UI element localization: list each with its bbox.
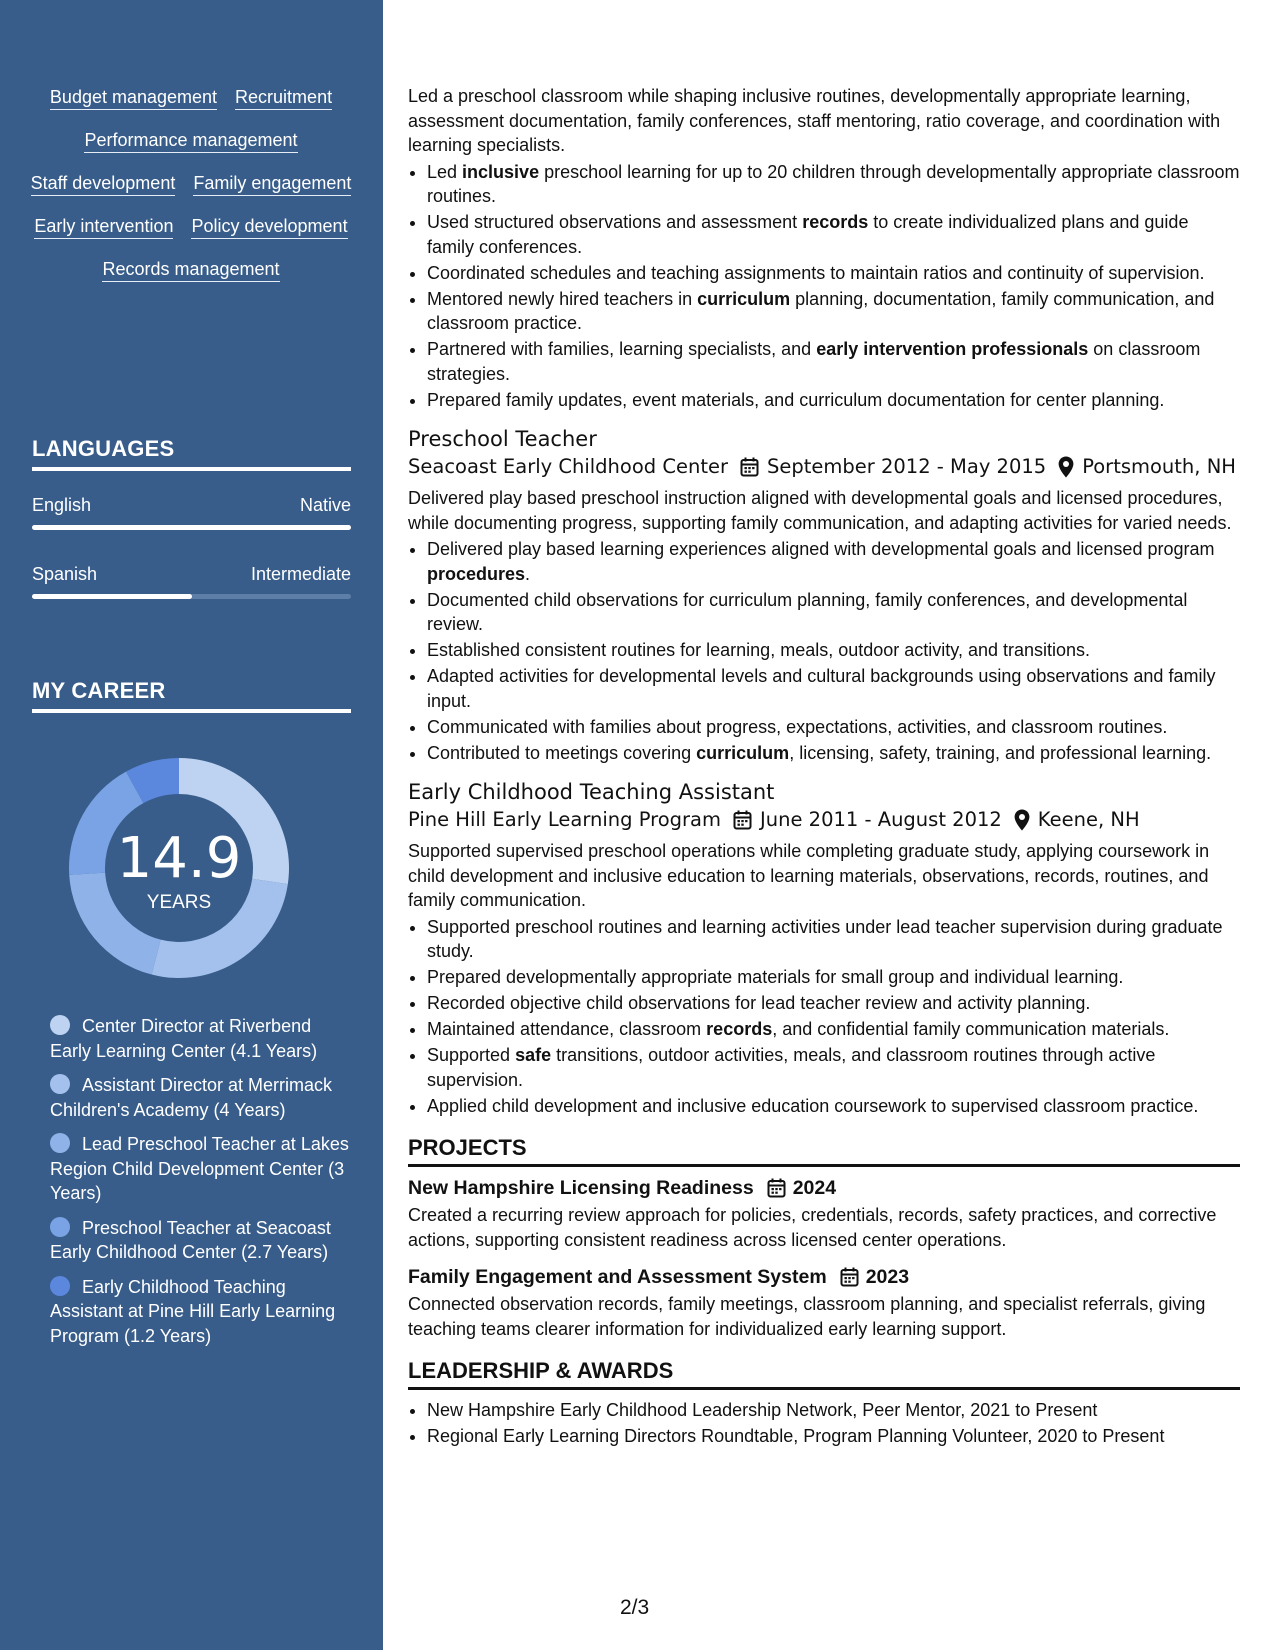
job-dates: June 2011 - August 2012 [760, 808, 1002, 831]
bullet-text: Prepared developmentally appropriate materials for small group and individual learning. [427, 967, 1124, 987]
bullet-text: Partnered with families, learning specialists, and [427, 339, 817, 359]
calendar-icon [740, 457, 759, 477]
language-level: Native [299, 495, 351, 515]
bullet-text: Maintained attendance, classroom [427, 1019, 707, 1039]
skill-tag: Family engagement [193, 172, 351, 196]
language-proficiency-fill [32, 525, 351, 530]
bullet-item [427, 261, 1240, 286]
bullet-keyword: records [706, 1019, 773, 1039]
bullet-text: . [525, 563, 531, 584]
bullet-text: Established consistent routines for learning, meals, outdoor activity, and transitions. [427, 640, 1091, 660]
bullet-text: Communicated with families about progress, expectations, activities, and classroom routines. [427, 716, 1168, 737]
bullet-item [427, 287, 1240, 336]
bullet-text: Adapted activities for developmental levels and cultural backgrounds using observations and family input. [427, 666, 1216, 711]
skill-tag: Performance management [84, 129, 297, 153]
bullet-item [427, 1043, 1240, 1092]
project-description: Connected observation records, family meetings, classroom planning, and specialist referrals, giving teaching teams clearer information for individualized early learning support. [408, 1294, 1206, 1339]
bullet-item [427, 965, 1240, 990]
bullet-text: to create individualized plans and guide family conferences. [427, 212, 1189, 257]
award-item: • Regional Early Learning Directors Roundtable, Program Planning Volunteer, 2020 to Present [427, 1424, 1240, 1449]
bullet-text: , licensing, safety, training, and professional learning. [789, 742, 1212, 763]
legend-dot-icon [50, 1276, 70, 1296]
bullet-text: Mentored newly hired teachers in [427, 288, 698, 309]
job-summary: Delivered play based preschool instruction aligned with developmental goals and licensed procedures, while documenting progress, supporting family communication, and adapting activities for varied needs. [408, 488, 1232, 533]
job-bullets [408, 537, 1240, 765]
language-proficiency-fill [32, 594, 192, 599]
job-title: Preschool Teacher [408, 427, 597, 451]
career-legend-text: Preschool Teacher at Seacoast Early Childhood Center (2.7 Years) [50, 1217, 331, 1262]
skill-tag: Recruitment [235, 86, 332, 110]
calendar-icon [733, 810, 752, 830]
bullet-text: Used structured observations and assessment [427, 212, 803, 232]
role-summary: Led a preschool classroom while shaping inclusive routines, developmentally appropriate learning, assessment documentation, family conferences, staff mentoring, ratio coverage, and coordination with learning specialists. [408, 86, 1221, 155]
bullet-keyword: safe [515, 1045, 552, 1065]
awards-list [408, 1398, 1240, 1449]
bullet-text: Prepared family updates, event materials, and curriculum documentation for center planning. [427, 389, 1165, 410]
job-location: Portsmouth, NH [1082, 455, 1236, 478]
bullet-text: Recorded objective child observations for lead teacher review and activity planning. [427, 993, 1091, 1013]
skills-list [16, 86, 366, 282]
bullet-text: transitions, outdoor activities, meals, and classroom routines through active supervision. [427, 1045, 1156, 1090]
bullet-item [427, 388, 1240, 413]
project-year: 2023 [865, 1266, 910, 1288]
language-level: Intermediate [250, 564, 351, 584]
bullet-text: Contributed to meetings covering [427, 742, 697, 763]
bullet-text: on classroom strategies. [427, 339, 1201, 384]
bullet-keyword: procedures [427, 563, 526, 584]
bullet-item [427, 210, 1240, 259]
calendar-icon [840, 1267, 859, 1287]
job-dates: September 2012 - May 2015 [767, 455, 1047, 478]
language-proficiency-bar [32, 594, 351, 599]
job-company: Pine Hill Early Learning Program [408, 808, 721, 831]
bullet-text: Coordinated schedules and teaching assignments to maintain ratios and continuity of supervision. [427, 262, 1205, 283]
language-row [32, 494, 351, 516]
legend-dot-icon [50, 1217, 70, 1237]
bullet-item [427, 160, 1240, 209]
bullet-text: planning, documentation, family communication, and classroom practice. [427, 288, 1215, 333]
job-bullets [408, 915, 1240, 1119]
bullet-text: preschool learning for up to 20 children through developmentally appropriate classroom routines. [427, 161, 1240, 206]
calendar-icon [767, 1178, 786, 1198]
career-donut-chart [66, 755, 292, 981]
bullet-keyword: curriculum [697, 288, 791, 309]
bullet-item [427, 741, 1240, 766]
bullet-keyword: curriculum [696, 742, 790, 763]
legend-dot-icon [50, 1015, 70, 1035]
project-year: 2024 [792, 1177, 837, 1199]
career-legend-text: Early Childhood Teaching Assistant at Pine Hill Early Learning Program (1.2 Years) [50, 1276, 336, 1346]
language-proficiency-bar [32, 525, 351, 530]
bullet-item [427, 915, 1240, 964]
bullet-item [427, 1017, 1240, 1042]
bullet-keyword: records [802, 212, 869, 232]
project-title: New Hampshire Licensing Readiness [408, 1177, 754, 1199]
bullet-keyword: inclusive [462, 161, 540, 182]
role-bullets [408, 160, 1240, 413]
job-location: Keene, NH [1037, 808, 1140, 831]
bullet-text: , and confidential family communication materials. [772, 1019, 1170, 1039]
language-name: English [32, 495, 92, 515]
career-legend-item [50, 1014, 350, 1063]
bullet-text: Applied child development and inclusive education coursework to supervised classroom practice. [427, 1095, 1199, 1116]
project-description: Created a recurring review approach for policies, credentials, records, safety practices, and corrective actions, supporting consistent readiness across licensed center operations. [408, 1205, 1217, 1250]
skill-tag: Budget management [50, 86, 217, 110]
career-legend-item [50, 1073, 350, 1122]
language-name: Spanish [32, 564, 98, 584]
job-summary: Supported supervised preschool operations while completing graduate study, applying coursework in child development and inclusive education to learning materials, observations, records, routines, and family communication. [408, 841, 1210, 910]
map-pin-icon [1014, 809, 1030, 831]
bullet-item [427, 588, 1240, 637]
page-number: 2/3 [620, 1596, 650, 1619]
map-pin-icon [1058, 456, 1074, 478]
sidebar [0, 0, 383, 1650]
projects-heading: PROJECTS [408, 1134, 1240, 1167]
career-legend-item [50, 1275, 350, 1349]
career-total-years: 14.9 [116, 826, 242, 891]
skill-tag: Policy development [191, 215, 347, 239]
job-title: Early Childhood Teaching Assistant [408, 780, 775, 804]
career-legend-item [50, 1132, 350, 1206]
award-item: • New Hampshire Early Childhood Leadership Network, Peer Mentor, 2021 to Present [427, 1398, 1240, 1423]
career-legend-item [50, 1216, 350, 1265]
legend-dot-icon [50, 1074, 70, 1094]
career-legend-text: Assistant Director at Merrimack Children's Academy (4 Years) [50, 1075, 333, 1120]
project-title: Family Engagement and Assessment System [408, 1266, 827, 1288]
career-heading: MY CAREER [32, 678, 351, 713]
project-title-row [408, 1264, 1240, 1290]
career-legend-text: Center Director at Riverbend Early Learning Center (4.1 Years) [50, 1016, 318, 1061]
bullet-item [427, 537, 1240, 586]
career-legend-text: Lead Preschool Teacher at Lakes Region Child Development Center (3 Years) [50, 1134, 349, 1203]
career-total-unit: YEARS [146, 892, 212, 913]
bullet-keyword: early intervention professionals [816, 339, 1089, 359]
bullet-text: Led [427, 161, 463, 182]
project-title-row [408, 1175, 1240, 1201]
bullet-item [427, 638, 1240, 663]
job-company: Seacoast Early Childhood Center [408, 455, 728, 478]
job-meta [408, 806, 1240, 834]
bullet-text: Documented child observations for curriculum planning, family conferences, and developmental review. [427, 589, 1188, 634]
legend-dot-icon [50, 1133, 70, 1153]
awards-heading: LEADERSHIP & AWARDS [408, 1357, 1240, 1390]
bullet-item [427, 1094, 1240, 1119]
main-content [408, 84, 1240, 1450]
bullet-text: Delivered play based learning experiences aligned with developmental goals and licensed program [427, 539, 1215, 559]
skill-tag: Records management [102, 258, 279, 282]
bullet-item [427, 991, 1240, 1016]
bullet-item [427, 664, 1240, 713]
languages-heading: LANGUAGES [32, 436, 351, 471]
bullet-text: Supported [427, 1045, 516, 1065]
job-meta [408, 453, 1240, 481]
career-legend [50, 1014, 350, 1358]
bullet-text: Supported preschool routines and learning activities under lead teacher supervision during graduate study. [427, 916, 1223, 961]
bullet-item [427, 715, 1240, 740]
skill-tag: Early intervention [34, 215, 173, 239]
language-row [32, 563, 351, 585]
bullet-item [427, 337, 1240, 386]
skill-tag: Staff development [31, 172, 176, 196]
